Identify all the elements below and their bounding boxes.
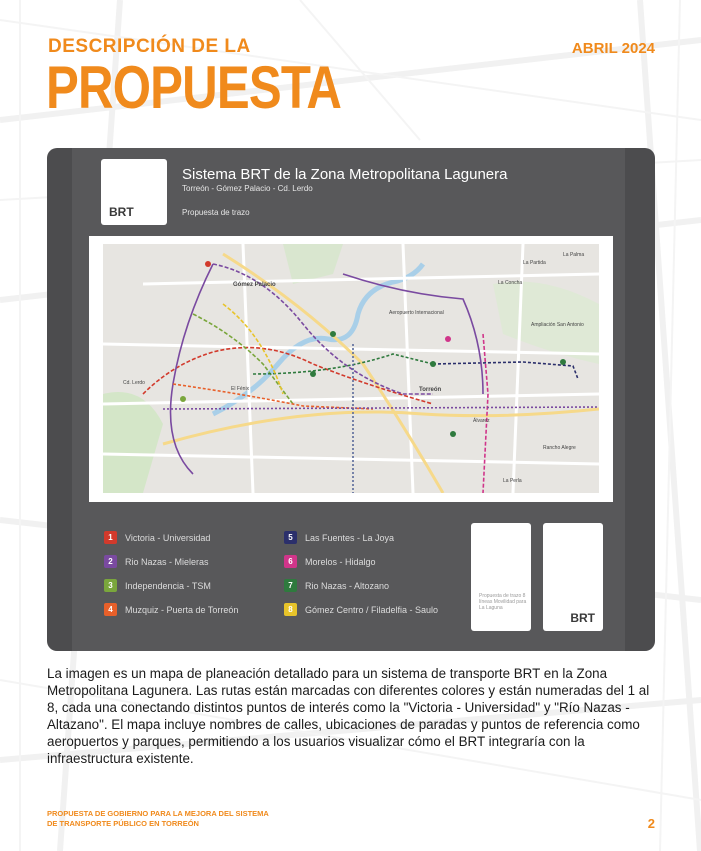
legend-number: 7 [284,579,297,592]
map-subtitle: Torreón - Gómez Palacio - Cd. Lerdo [182,184,313,193]
legend-label: Rio Nazas - Mieleras [125,556,209,567]
route-map [103,244,599,493]
legend-item [284,603,438,616]
proposal-card [471,523,531,631]
legend-label: Rio Nazas - Altozano [305,580,390,591]
footer-line-2: DE TRANSPORTE PÚBLICO EN TORREÓN [47,819,199,828]
brt-logo-card [101,159,167,225]
legend-item [104,531,210,544]
map-label-lerdo: Cd. Lerdo [123,380,145,386]
brt-card [543,523,603,631]
map-label-el-fenix: El Fénix [231,386,250,392]
map-label-la-partida: La Partida [523,260,546,266]
footer-line-1: PROPUESTA DE GOBIERNO PARA LA MEJORA DEL SISTEMA [47,809,269,818]
legend-label: Victoria - Universidad [125,532,211,543]
brt-map-panel [47,148,655,651]
legend-item [104,579,211,592]
page-number: 2 [647,816,655,831]
legend-label: Gómez Centro / Filadelfia - Saulo [305,604,439,615]
brt-logo-text: BRT [109,205,134,219]
legend-item [284,555,376,568]
legend-item [284,579,389,592]
date-label: ABRIL 2024 [571,40,655,57]
legend-label: Independencia - TSM [125,580,211,591]
page-title: PROPUESTA [46,54,342,121]
proposal-card-note: Propuesta de trazo 8 líneas Movilidad para La Laguna [479,593,527,611]
legend-number: 3 [104,579,117,592]
legend-label: Las Fuentes - La Joya [305,532,395,543]
legend-item [104,555,209,568]
map-label-ampliacion: Ampliación San Antonio [531,322,584,328]
map-label-la-concha: La Concha [498,280,523,286]
legend-number: 2 [104,555,117,568]
map-label-torreon: Torreón [419,387,442,393]
map-title: Sistema BRT de la Zona Metropolitana Lagunera [182,166,508,183]
legend-number: 4 [104,603,117,616]
footer-text [47,809,269,829]
legend-number: 1 [104,531,117,544]
legend-item [284,531,394,544]
map-label-la-perla: La Perla [503,478,522,484]
map-proposal-label: Propuesta de trazo [182,208,250,217]
map-label-rancho-alegre: Rancho Alegre [543,445,576,451]
map-label-alvarez: Álvarez [473,418,490,424]
brt-card-logo: BRT [570,611,595,625]
legend-item [104,603,238,616]
map-label-aeropuerto: Aeropuerto Internacional [389,310,444,316]
legend-number: 8 [284,603,297,616]
section-kicker: DESCRIPCIÓN DE LA [48,36,251,57]
legend-label: Morelos - Hidalgo [305,556,376,567]
map-label-la-palma: La Palma [563,252,585,258]
legend-label: Muzquiz - Puerta de Torreón [125,604,239,615]
description-paragraph: La imagen es un mapa de planeación detallado para un sistema de transporte BRT en la Zona Metropolitana Lagunera. Las rutas están marcadas con diferentes colores y están numeradas del 1 al 8, cada una conectando distintos puntos de interés como la "Victoria - Universidad" y "Río Nazas - Altazano". El mapa incluye nombres de calles, ubicaciones de paradas y puntos de referencia como aeropuertos y parques, permitiendo a los usuarios visualizar cómo el BRT integraría con la infraestructura existente. [47,666,650,766]
legend-number: 5 [284,531,297,544]
map-label-gomez: Gómez Palacio [233,282,276,288]
legend-number: 6 [284,555,297,568]
